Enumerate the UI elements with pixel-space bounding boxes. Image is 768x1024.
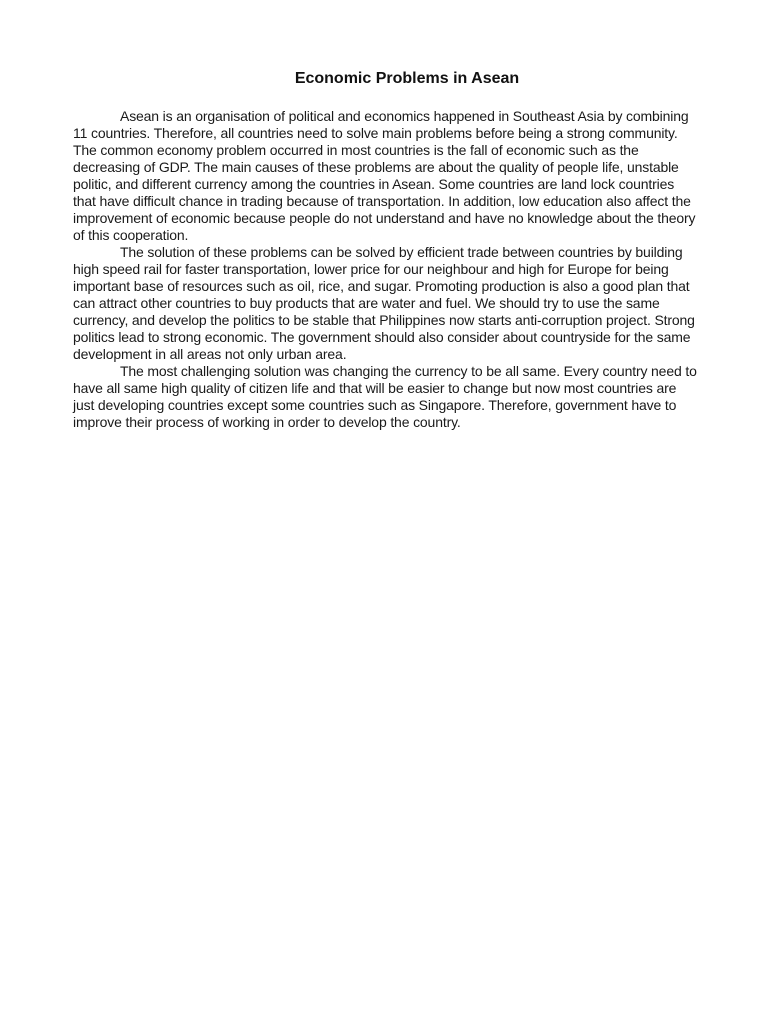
paragraph-intro: Asean is an organisation of political and economics happened in Southeast Asia by combining 11 countries. Therefore, all countries need to solve main problems before being a strong community. The common economy problem occurred in most countries is the fall of economic such as the decreasing of GDP. The main causes of these problems are about the quality of people life, unstable politic, and different currency among the countries in Asean. Some countries are land lock countries that have difficult chance in trading because of transportation. In addition, low education also affect the improvement of economic because people do not understand and have no knowledge about the theory of this cooperation. — [73, 108, 696, 243]
paragraph-challenge: The most challenging solution was changing the currency to be all same. Every country need to have all same high quality of citizen life and that will be easier to change but now most countries are just developing countries except some countries such as Singapore. Therefore, government have to improve their process of working in order to develop the country. — [73, 363, 697, 430]
paragraph-solution: The solution of these problems can be solved by efficient trade between countries by building high speed rail for faster transportation, lower price for our neighbour and high for Europe for being important base of resources such as oil, rice, and sugar. Promoting production is also a good plan that can attract other countries to buy products that are water and fuel. We should try to use the same currency, and develop the politics to be stable that Philippines now starts anti-corruption project. Strong politics lead to strong economic. The government should also consider about countryside for the same development in all areas not only urban area. — [73, 244, 695, 362]
document-title: Economic Problems in Asean — [294, 70, 520, 87]
document-body — [73, 108, 699, 431]
